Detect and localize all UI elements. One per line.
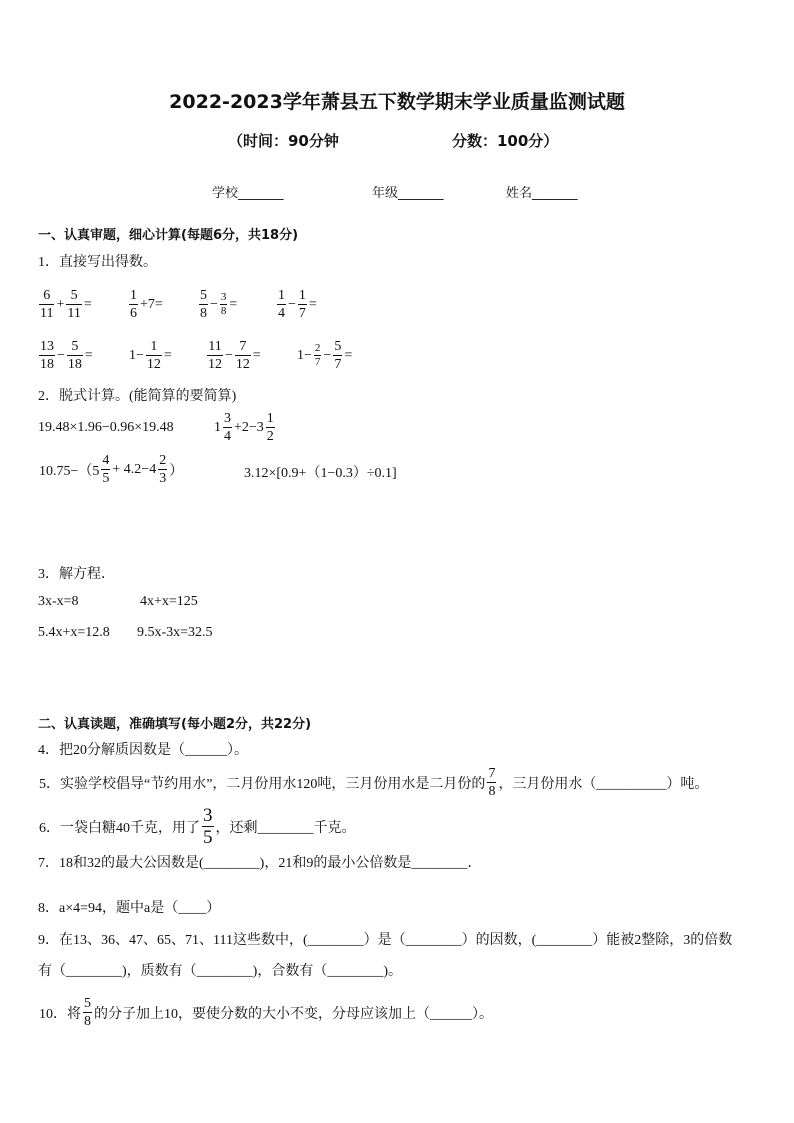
q6: 6．一袋白糖40千克，用了 $\frac{3}{5}$ ，还剩________千克。 xyxy=(39,805,356,848)
time-label: （时间：90分钟 xyxy=(228,132,339,150)
grade-field: 年级_______ xyxy=(372,186,444,201)
q1-expr-7: $\frac{11}{12}$ − $\frac{7}{12}$ = xyxy=(208,339,261,372)
section1-heading: 一、认真审题，细心计算(每题6分，共18分) xyxy=(38,228,299,243)
q1-expr-3: $\frac{5}{8}$ − $\frac{3}{8}$ = xyxy=(200,288,238,321)
q3-eq-3: 5.4x+x=12.8 xyxy=(38,625,110,640)
q9-line-2: 有（________)，质数有（________)，合数有（________)。 xyxy=(38,964,402,979)
q2-expr-3: 10.75−（5 $\frac{4}{5}$ + 4.2−4 $\frac{2}{3}$ ） xyxy=(39,453,184,486)
q10: 10．将 $\frac{5}{8}$ 的分子加上10，要使分数的大小不变，分母应该加上（______）。 xyxy=(39,996,493,1029)
q1-expr-8: 1− $\frac{2}{7}$ − $\frac{5}{7}$ = xyxy=(297,339,353,372)
q9-line-1: 9．在13、36、47、65、71、111这些数中，(________）是（________）的因数，(________）能被2整除，3的倍数 xyxy=(38,933,733,948)
q2-expr-4: 3.12×[0.9+（1−0.3）÷0.1] xyxy=(244,466,397,481)
q8: 8．a×4=94，题中a是（____） xyxy=(38,901,221,916)
q1-expr-1: $\frac{6}{11}$ + $\frac{5}{11}$ = xyxy=(40,288,92,321)
q2-expr-2: 1 $\frac{3}{4}$ +2−3 $\frac{1}{2}$ xyxy=(214,411,274,444)
section2-heading: 二、认真读题，准确填写(每小题2分，共22分) xyxy=(38,717,312,732)
q2-expr-1: 19.48×1.96−0.96×19.48 xyxy=(38,420,174,435)
q7: 7．18和32的最大公因数是(________)，21和9的最小公倍数是________． xyxy=(38,856,482,871)
score-label: 分数：100分） xyxy=(452,132,559,150)
q3-eq-2: 4x+x=125 xyxy=(140,594,198,609)
q1-expr-6: 1− $\frac{1}{12}$ = xyxy=(129,339,172,372)
q5: 5．实验学校倡导“节约用水”，二月份用水120吨，三月份用水是二月份的 $\frac{7}{8}$ ，三月份用水（__________）吨。 xyxy=(39,766,709,799)
q1-expr-4: $\frac{1}{4}$ − $\frac{1}{7}$ = xyxy=(278,288,317,321)
name-field: 姓名_______ xyxy=(506,186,578,201)
q2-label: 2．脱式计算。(能简算的要简算) xyxy=(38,389,237,404)
school-field: 学校_______ xyxy=(212,186,284,201)
q1-label: 1．直接写出得数。 xyxy=(38,255,157,270)
q3-label: 3．解方程． xyxy=(38,567,115,582)
q3-eq-1: 3x-x=8 xyxy=(38,594,79,609)
q1-expr-5: $\frac{13}{18}$ − $\frac{5}{18}$ = xyxy=(40,339,93,372)
page-title: 2022-2023学年萧县五下数学期末学业质量监测试题 xyxy=(169,91,625,113)
q4: 4．把20分解质因数是（______）。 xyxy=(38,743,248,758)
q1-expr-2: $\frac{1}{6}$ +7= xyxy=(130,288,163,321)
q3-eq-4: 9.5x-3x=32.5 xyxy=(137,625,213,640)
